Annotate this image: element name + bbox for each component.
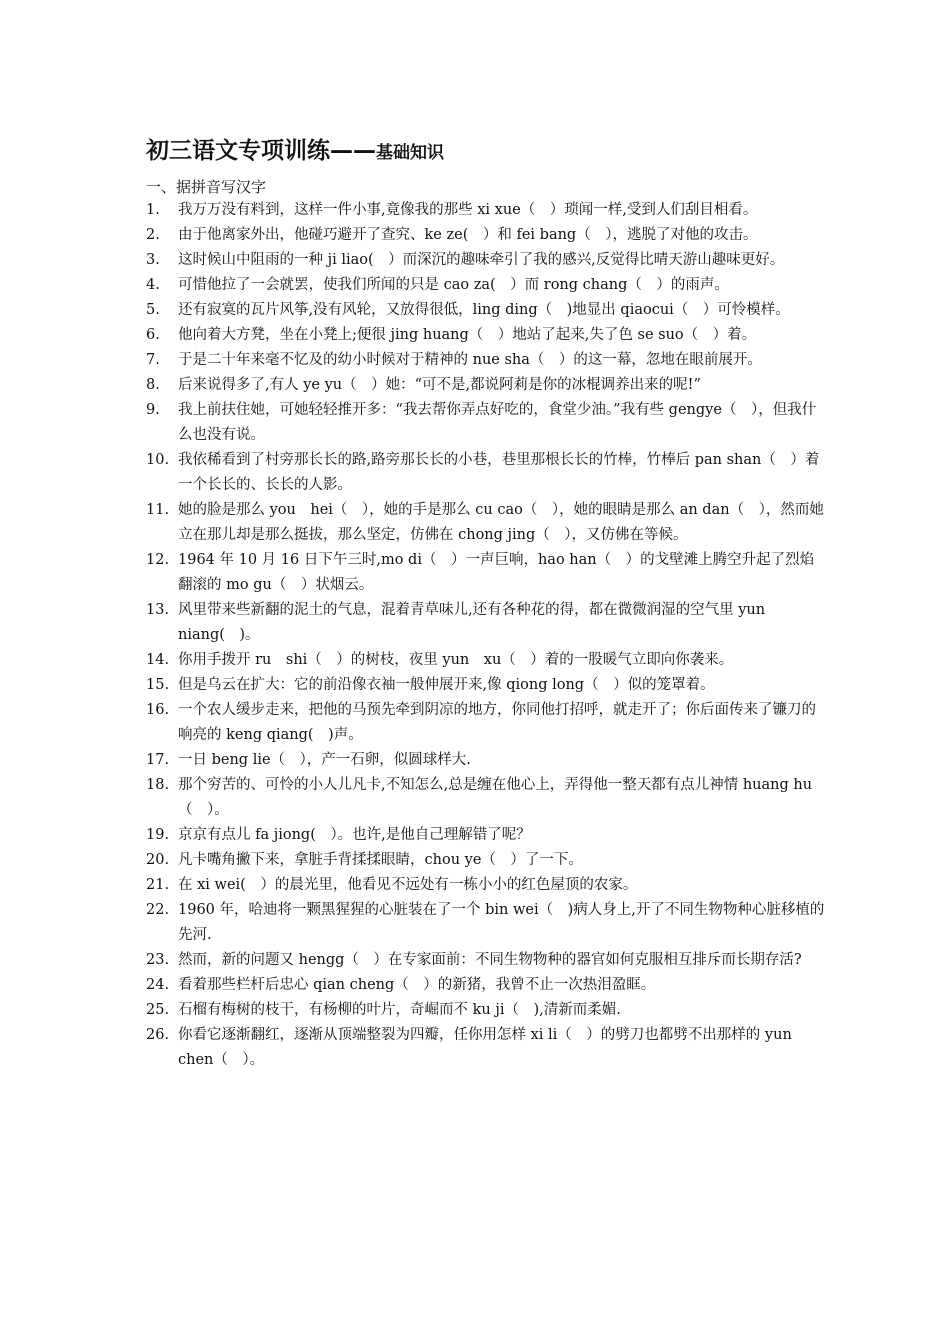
question-item [146, 548, 826, 598]
question-text: 你看它逐渐翻红，逐渐从顶端整裂为四瓣，任你用怎样 xi li（ ）的劈刀也都劈不出那样的 yun chen（ ）。 [178, 1027, 792, 1068]
question-item [146, 673, 826, 698]
question-text: 风里带来些新翻的泥土的气息，混着青草味儿,还有各种花的得，都在微微润湿的空气里 yun niang( )。 [178, 602, 766, 643]
question-item [146, 298, 826, 323]
question-item [146, 948, 826, 973]
question-item [146, 823, 826, 848]
question-list [146, 198, 826, 1073]
question-number: 15. [146, 677, 170, 693]
question-text: 那个穷苦的、可怜的小人儿凡卡,不知怎么,总是缠在他心上，弄得他一整天都有点儿神情 huang hu（ ）。 [178, 777, 813, 818]
question-text: 我万万没有料到，这样一件小事,竟像我的那些 xi xue（ ）琐闻一样,受到人们刮目相看。 [178, 202, 758, 218]
question-number: 19. [146, 827, 170, 843]
question-item [146, 273, 826, 298]
question-item [146, 398, 826, 448]
question-number: 14. [146, 652, 170, 668]
question-number: 22. [146, 902, 170, 918]
question-text: 后来说得多了,有人 ye yu（ ）她：“可不是,都说阿莉是你的冰棍调养出来的呢!” [178, 377, 701, 393]
question-number: 13. [146, 602, 170, 618]
question-number: 9. [146, 402, 160, 418]
page-title-main: 初三语文专项训练—— [146, 138, 376, 164]
question-text: 在 xi wei( ）的晨光里，他看见不远处有一栋小小的红色屋顶的农家。 [178, 877, 638, 893]
question-text: 这时候山中阻雨的一种 ji liao( ）而深沉的趣味牵引了我的感兴,反觉得比晴天游山趣味更好。 [178, 252, 785, 268]
question-item [146, 773, 826, 823]
question-number: 8. [146, 377, 160, 393]
question-number: 18. [146, 777, 170, 793]
question-number: 2. [146, 227, 160, 243]
question-text: 我上前扶住她，可她轻轻推开多：“我去帮你弄点好吃的，食堂少油。”我有些 gengye（ ），但我什么也没有说。 [178, 402, 817, 443]
question-number: 10. [146, 452, 170, 468]
question-item [146, 498, 826, 548]
question-number: 25. [146, 1002, 170, 1018]
question-text: 1960 年，哈迪将一颗黑猩猩的心脏装在了一个 bin wei（ )病人身上,开了不同生物物种心脏移植的先河. [178, 902, 825, 943]
question-number: 23. [146, 952, 170, 968]
question-item [146, 348, 826, 373]
question-number: 6. [146, 327, 160, 343]
question-text: 由于他离家外出，他碰巧避开了查究、ke ze( ）和 fei bang（ ），逃脱了对他的攻击。 [178, 227, 758, 243]
question-text: 1964 年 10 月 16 日下午三时,mo di（ ）一声巨响，hao han（ ）的戈壁滩上腾空升起了烈焰翻滚的 mo gu（ ）状烟云。 [178, 552, 815, 593]
question-item [146, 973, 826, 998]
question-number: 1. [146, 202, 160, 218]
question-item [146, 1023, 826, 1073]
question-text: 京京有点儿 fa jiong( ）。也许,是他自己理解错了呢？ [178, 827, 531, 843]
question-item [146, 898, 826, 948]
question-number: 3. [146, 252, 160, 268]
question-text: 可惜他拉了一会就罢，使我们所闻的只是 cao za( ）而 rong chang（ ）的雨声。 [178, 277, 729, 293]
question-text: 他向着大方凳，坐在小凳上;便很 jing huang（ ）地站了起来,失了色 se suo（ ）着。 [178, 327, 757, 343]
question-text: 她的脸是那么 you hei（ ），她的手是那么 cu cao（ ），她的眼睛是那么 an dan（ ），然而她立在那儿却是那么挺拔，那么坚定，仿佛在 chong jing（ ），又仿佛在等候。 [178, 502, 824, 543]
section-heading: 一、据拼音写汉字 [146, 178, 267, 196]
question-item [146, 698, 826, 748]
question-item [146, 598, 826, 648]
question-number: 7. [146, 352, 160, 368]
page-title-sub: 基础知识 [376, 143, 444, 163]
question-text: 你用手拨开 ru shi（ ）的树枝，夜里 yun xu（ ）着的一股暖气立即向你袭来。 [178, 652, 734, 668]
question-item [146, 323, 826, 348]
question-text: 一日 beng lie（ ），产一石卵，似圆球样大. [178, 752, 471, 768]
question-text: 一个农人缓步走来，把他的马预先牵到阴凉的地方，你同他打招呼，就走开了；你后面传来了镰刀的响亮的 keng qiang( )声。 [178, 702, 816, 743]
question-item [146, 248, 826, 273]
question-number: 11. [146, 502, 170, 518]
question-number: 16. [146, 702, 170, 718]
question-number: 17. [146, 752, 170, 768]
question-text: 看着那些栏杆后忠心 qian cheng（ ）的新猪，我曾不止一次热泪盈眶。 [178, 977, 656, 993]
question-item [146, 223, 826, 248]
question-text: 石榴有梅树的枝干，有杨柳的叶片，奇崛而不 ku ji（ ),清新而柔媚. [178, 1002, 621, 1018]
question-text: 于是二十年来毫不忆及的幼小时候对于精神的 nue sha（ ）的这一幕，忽地在眼前展开。 [178, 352, 762, 368]
question-item [146, 748, 826, 773]
question-item [146, 198, 826, 223]
question-text: 然而，新的问题又 hengg（ ）在专家面前：不同生物物种的器官如何克服相互排斥而长期存活? [178, 952, 802, 968]
question-text: 凡卡嘴角撇下来，拿脏手背揉揉眼睛，chou ye（ ）了一下。 [178, 852, 583, 868]
question-number: 26. [146, 1027, 170, 1043]
question-number: 12. [146, 552, 170, 568]
question-item [146, 373, 826, 398]
question-number: 4. [146, 277, 160, 293]
question-item [146, 998, 826, 1023]
question-number: 5. [146, 302, 160, 318]
question-number: 24. [146, 977, 170, 993]
question-item [146, 448, 826, 498]
question-item [146, 873, 826, 898]
question-item [146, 648, 826, 673]
page-title [146, 136, 444, 168]
question-number: 21. [146, 877, 170, 893]
question-text: 但是乌云在扩大：它的前沿像衣袖一般伸展开来,像 qiong long（ ）似的笼罩着。 [178, 677, 715, 693]
question-text: 还有寂寞的瓦片风筝,没有风轮，又放得很低，ling ding（ )地显出 qiaocui（ ）可怜模样。 [178, 302, 790, 318]
question-number: 20. [146, 852, 170, 868]
question-text: 我依稀看到了村旁那长长的路,路旁那长长的小巷，巷里那根长长的竹棒，竹棒后 pan shan（ ）着一个长长的、长长的人影。 [178, 452, 820, 493]
question-item [146, 848, 826, 873]
